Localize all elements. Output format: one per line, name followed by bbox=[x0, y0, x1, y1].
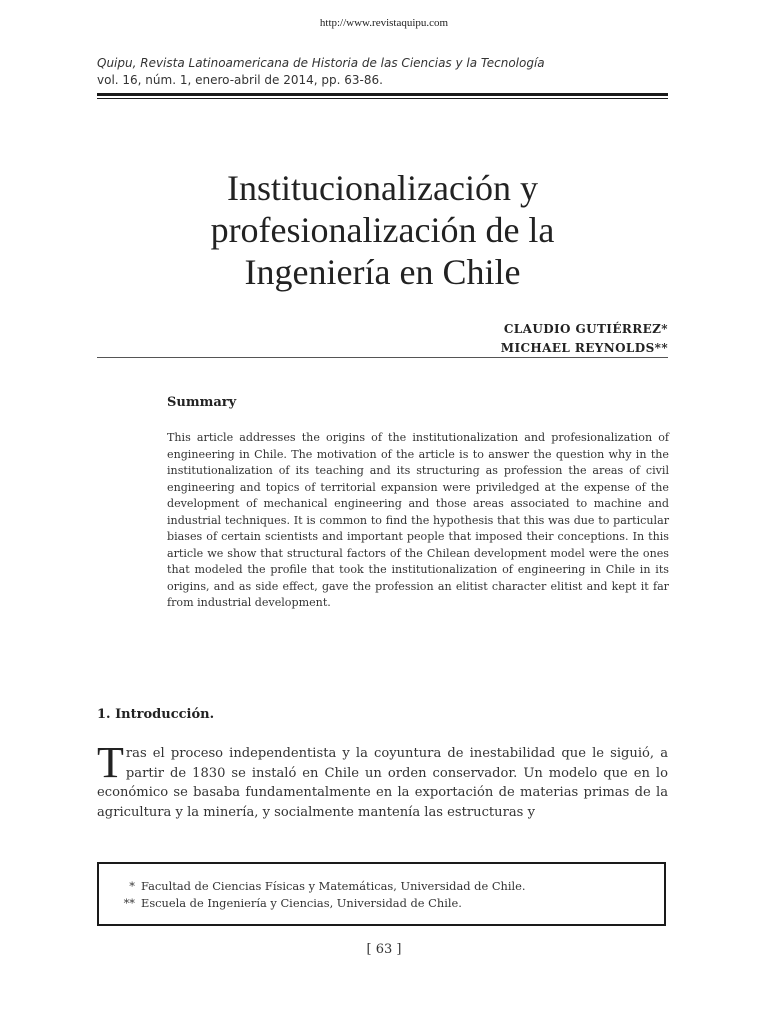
footnote-box bbox=[97, 862, 666, 926]
journal-url: http://www.revistaquipu.com bbox=[319, 17, 449, 29]
title-line: profesionalización de la bbox=[210, 210, 555, 250]
author-name: MICHAEL REYNOLDS** bbox=[500, 341, 668, 355]
journal-citation: vol. 16, núm. 1, enero-abril de 2014, pp. 63-86. bbox=[97, 73, 383, 87]
journal-name: Quipu, Revista Latinoamericana de Historia de las Ciencias y la Tecnología bbox=[97, 56, 545, 70]
footnote-mark: ** bbox=[123, 896, 135, 910]
page-number: [ 63 ] bbox=[366, 942, 402, 957]
header-rule-thin bbox=[97, 98, 668, 99]
footnote bbox=[115, 895, 526, 912]
section-heading: 1. Introducción. bbox=[97, 707, 215, 722]
article-title bbox=[97, 167, 668, 293]
footnotes bbox=[115, 878, 526, 912]
authors-rule bbox=[97, 357, 668, 358]
header-rule-thick bbox=[97, 93, 668, 96]
summary-heading: Summary bbox=[167, 395, 237, 410]
footnote bbox=[115, 878, 526, 895]
footnote-text: Facultad de Ciencias Físicas y Matemáticas, Universidad de Chile. bbox=[141, 879, 526, 893]
summary-text: This article addresses the origins of the institutionalization and profesionalization of engineering in Chile. The motivation of the article is to answer the question why in the institutionalization of its teaching and its structuring as profession the areas of civil engineering and topics of territorial expansion were priviledged at the expense of the development of mechanical engineering and those areas associated to machine and industrial techniques. It is common to find the hypothesis that this was due to particular biases of certain scientists and important people that imposed their conceptions. In this article we show that structural factors of the Chilean development model were the ones that modeled the profile that took the institutionalization of engineering in Chile in its origins, and as side effect, gave the profession an elitist character elitist and kept it far from industrial development. bbox=[167, 431, 669, 609]
authors bbox=[501, 320, 668, 358]
intro-text: ras el proceso independentista y la coyuntura de inestabilidad que le siguió, a partir de 1830 se instaló en Chile un orden conservador. Un modelo que en lo económico se basaba fundamentalmente en la exportación de materias primas de la agricultura y la minería, y socialmente mantenía las estructuras y bbox=[97, 746, 668, 820]
drop-cap: T bbox=[97, 738, 124, 787]
title-line: Ingeniería en Chile bbox=[244, 252, 521, 292]
title-line: Institucionalización y bbox=[227, 168, 538, 208]
footnote-text: Escuela de Ingeniería y Ciencias, Universidad de Chile. bbox=[141, 896, 462, 910]
author-name: CLAUDIO GUTIÉRREZ* bbox=[503, 322, 668, 336]
footnote-mark: * bbox=[129, 879, 135, 893]
intro-paragraph bbox=[97, 738, 668, 822]
journal-header bbox=[97, 55, 545, 89]
